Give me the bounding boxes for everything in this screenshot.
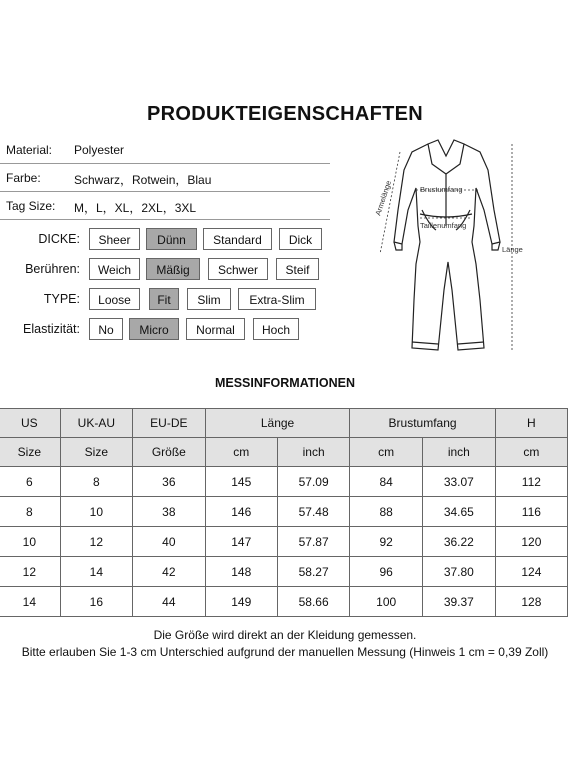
header-cell: Größe — [133, 438, 206, 467]
attr-label: TYPE: — [43, 292, 80, 306]
divider — [0, 163, 330, 164]
table-row — [0, 557, 568, 587]
option-maessig: Mäßig — [146, 258, 200, 280]
table-cell: 120 — [495, 527, 567, 557]
note-tolerance: Bitte erlauben Sie 1-3 cm Unterschied aufgrund der manuellen Messung (Hinweis 1 cm = 0,39 Zoll) — [21, 645, 549, 659]
option-schwer: Schwer — [208, 258, 268, 280]
header-cell: inch — [422, 438, 495, 467]
table-cell: 100 — [350, 587, 423, 617]
table-cell: 36.22 — [422, 527, 495, 557]
option-dick: Dick — [279, 228, 322, 250]
spec-row-farbe — [0, 165, 330, 192]
attr-label: Elastizität: — [23, 322, 80, 336]
option-loose: Loose — [89, 288, 140, 310]
table-cell: 10 — [60, 497, 132, 527]
table-cell: 57.87 — [277, 527, 350, 557]
table-cell: 92 — [350, 527, 423, 557]
table-row — [0, 587, 568, 617]
spec-label: Material: — [6, 143, 53, 157]
header-cell: H — [495, 409, 567, 438]
measure-title: MESSINFORMATIONEN — [214, 376, 356, 390]
option-steif: Steif — [276, 258, 319, 280]
header-cell: cm — [350, 438, 423, 467]
table-row — [0, 467, 568, 497]
spec-value: M，L，XL，2XL，3XL — [74, 201, 197, 215]
option-no: No — [89, 318, 123, 340]
table-cell: 88 — [350, 497, 423, 527]
table-cell: 8 — [60, 467, 132, 497]
option-duenn: Dünn — [146, 228, 197, 250]
table-subheader-row — [0, 438, 568, 467]
header-cell: US — [0, 409, 60, 438]
option-normal: Normal — [186, 318, 245, 340]
option-fit: Fit — [149, 288, 179, 310]
spec-label: Farbe: — [6, 171, 41, 185]
brustumfang-label: Brustumfang — [420, 185, 463, 194]
attr-label: DICKE: — [38, 232, 80, 246]
table-cell: 39.37 — [422, 587, 495, 617]
table-cell: 10 — [0, 527, 60, 557]
spec-row-tag-size — [0, 193, 330, 220]
option-extra-slim: Extra-Slim — [238, 288, 316, 310]
table-cell: 112 — [495, 467, 567, 497]
table-cell: 58.66 — [277, 587, 350, 617]
table-cell: 40 — [133, 527, 206, 557]
header-cell: EU-DE — [133, 409, 206, 438]
header-cell: cm — [205, 438, 277, 467]
option-micro: Micro — [129, 318, 179, 340]
attr-label: Berühren: — [25, 262, 80, 276]
table-cell: 128 — [495, 587, 567, 617]
option-hoch: Hoch — [253, 318, 299, 340]
table-cell: 34.65 — [422, 497, 495, 527]
spec-value: Polyester — [74, 143, 125, 157]
header-cell: Size — [60, 438, 132, 467]
table-cell: 96 — [350, 557, 423, 587]
table-cell: 44 — [133, 587, 206, 617]
option-weich: Weich — [89, 258, 140, 280]
spec-label: Tag Size: — [6, 199, 56, 213]
laenge-label: Länge — [502, 245, 523, 254]
option-sheer: Sheer — [89, 228, 140, 250]
table-cell: 14 — [60, 557, 132, 587]
page-title: PRODUKTEIGENSCHAFTEN — [146, 103, 423, 125]
table-cell: 16 — [60, 587, 132, 617]
table-header-row — [0, 409, 568, 438]
table-cell: 14 — [0, 587, 60, 617]
header-cell: UK-AU — [60, 409, 132, 438]
spec-value: Schwarz，Rotwein，Blau — [74, 173, 212, 187]
table-cell: 116 — [495, 497, 567, 527]
table-cell: 149 — [205, 587, 277, 617]
table-cell: 12 — [0, 557, 60, 587]
table-cell: 37.80 — [422, 557, 495, 587]
table-row — [0, 527, 568, 557]
header-cell: Size — [0, 438, 60, 467]
taillenumfang-label: Taillenumfang — [420, 221, 467, 230]
table-cell: 84 — [350, 467, 423, 497]
divider — [0, 191, 330, 192]
table-cell: 38 — [133, 497, 206, 527]
header-cell: Länge — [205, 409, 350, 438]
table-row — [0, 497, 568, 527]
jumpsuit-outline — [394, 140, 500, 350]
jumpsuit-diagram — [340, 130, 570, 360]
table-cell: 146 — [205, 497, 277, 527]
table-cell: 124 — [495, 557, 567, 587]
table-cell: 6 — [0, 467, 60, 497]
header-cell: inch — [277, 438, 350, 467]
table-cell: 12 — [60, 527, 132, 557]
table-cell: 58.27 — [277, 557, 350, 587]
option-standard: Standard — [203, 228, 272, 250]
header-cell: cm — [495, 438, 567, 467]
table-cell: 42 — [133, 557, 206, 587]
table-cell: 145 — [205, 467, 277, 497]
table-cell: 147 — [205, 527, 277, 557]
table-cell: 148 — [205, 557, 277, 587]
table-cell: 36 — [133, 467, 206, 497]
table-cell: 33.07 — [422, 467, 495, 497]
table-cell: 57.48 — [277, 497, 350, 527]
note-measure: Die Größe wird direkt an der Kleidung gemessen. — [153, 628, 417, 642]
table-cell: 57.09 — [277, 467, 350, 497]
armlaenge-label: Armelänge — [373, 179, 394, 217]
option-slim: Slim — [187, 288, 231, 310]
table-cell: 8 — [0, 497, 60, 527]
size-table — [0, 408, 568, 617]
spec-row-material — [0, 137, 330, 164]
header-cell: Brustumfang — [350, 409, 495, 438]
divider — [0, 219, 330, 220]
